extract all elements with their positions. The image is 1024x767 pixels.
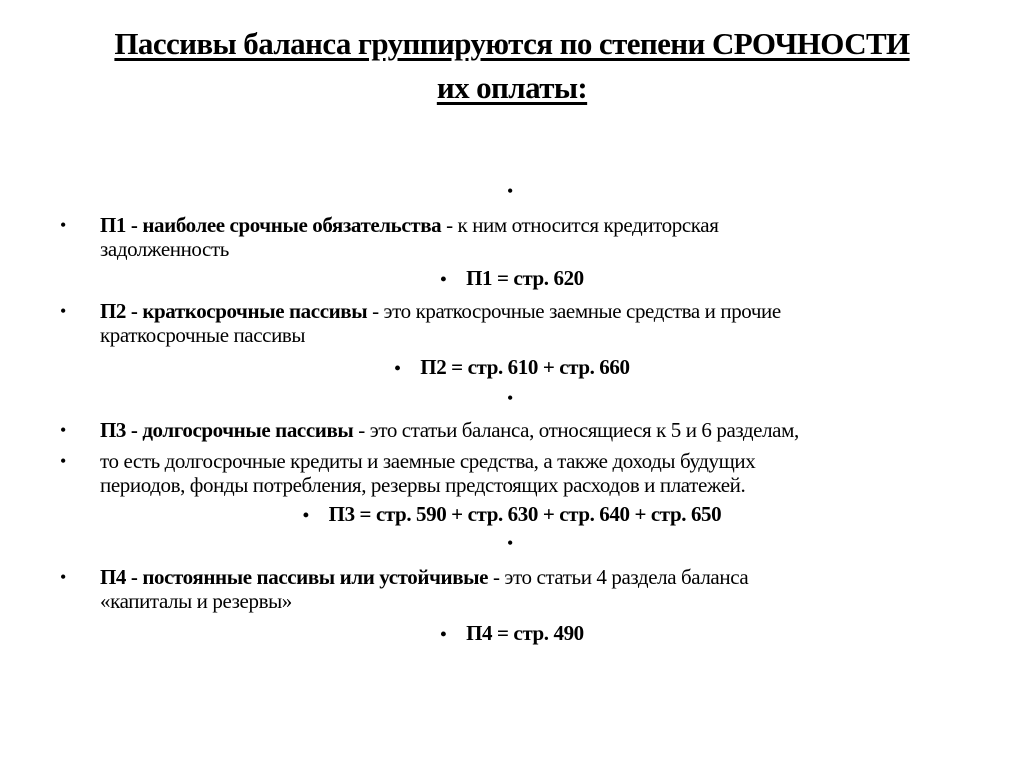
item-p1-term: П1 - наиболее срочные обязательства <box>100 213 442 237</box>
bullet-icon: • <box>440 269 447 289</box>
formula-p1 <box>0 266 1024 291</box>
bullet-icon: • <box>60 301 67 321</box>
item-p1-desc: - к ним относится кредиторская <box>441 213 719 237</box>
item-p4-line2: «капиталы и резервы» <box>100 589 292 613</box>
bullet-icon: • <box>60 420 67 440</box>
item-p2-line2: краткосрочные пассивы <box>100 323 306 347</box>
item-p3-extra-line2: периодов, фонды потребления, резервы предстоящих расходов и платежей. <box>100 473 746 497</box>
item-p2-desc: - это краткосрочные заемные средства и прочие <box>367 299 781 323</box>
item-p1-line1 <box>100 213 718 237</box>
item-p2-line1 <box>100 299 781 323</box>
formula-p3 <box>0 502 1024 527</box>
bullet-icon: • <box>60 451 67 471</box>
item-p3-extra-line1: то есть долгосрочные кредиты и заемные средства, а также доходы будущих <box>100 449 756 473</box>
formula-p3-text: П3 = стр. 590 + стр. 630 + стр. 640 + стр. 650 <box>328 502 722 526</box>
item-p3-term: П3 - долгосрочные пассивы <box>100 418 354 442</box>
formula-p1-text: П1 = стр. 620 <box>466 266 584 290</box>
bullet-icon: • <box>60 215 67 235</box>
slide-title-line1: Пассивы баланса группируются по степени СРОЧНОСТИ <box>114 26 910 61</box>
bullet-icon: • <box>60 567 67 587</box>
formula-p4 <box>0 621 1024 646</box>
bullet-icon: • <box>394 358 401 378</box>
empty-bullet: • <box>507 533 514 553</box>
item-p4-desc: - это статьи 4 раздела баланса <box>488 565 749 589</box>
item-p1-line2: задолженность <box>100 237 229 261</box>
slide-title-line2: их оплаты: <box>436 70 588 105</box>
empty-bullet: • <box>507 388 514 408</box>
item-p4-line1 <box>100 565 748 589</box>
formula-p4-text: П4 = стр. 490 <box>466 621 584 645</box>
formula-p2 <box>0 355 1024 380</box>
empty-bullet: • <box>507 181 514 201</box>
formula-p2-text: П2 = стр. 610 + стр. 660 <box>420 355 630 379</box>
item-p3-desc: - это статьи баланса, относящиеся к 5 и 6 разделам, <box>353 418 799 442</box>
bullet-icon: • <box>440 624 447 644</box>
item-p2-term: П2 - краткосрочные пассивы <box>100 299 368 323</box>
item-p4-term: П4 - постоянные пассивы или устойчивые <box>100 565 489 589</box>
item-p3-line1 <box>100 418 799 442</box>
bullet-icon: • <box>302 505 309 525</box>
